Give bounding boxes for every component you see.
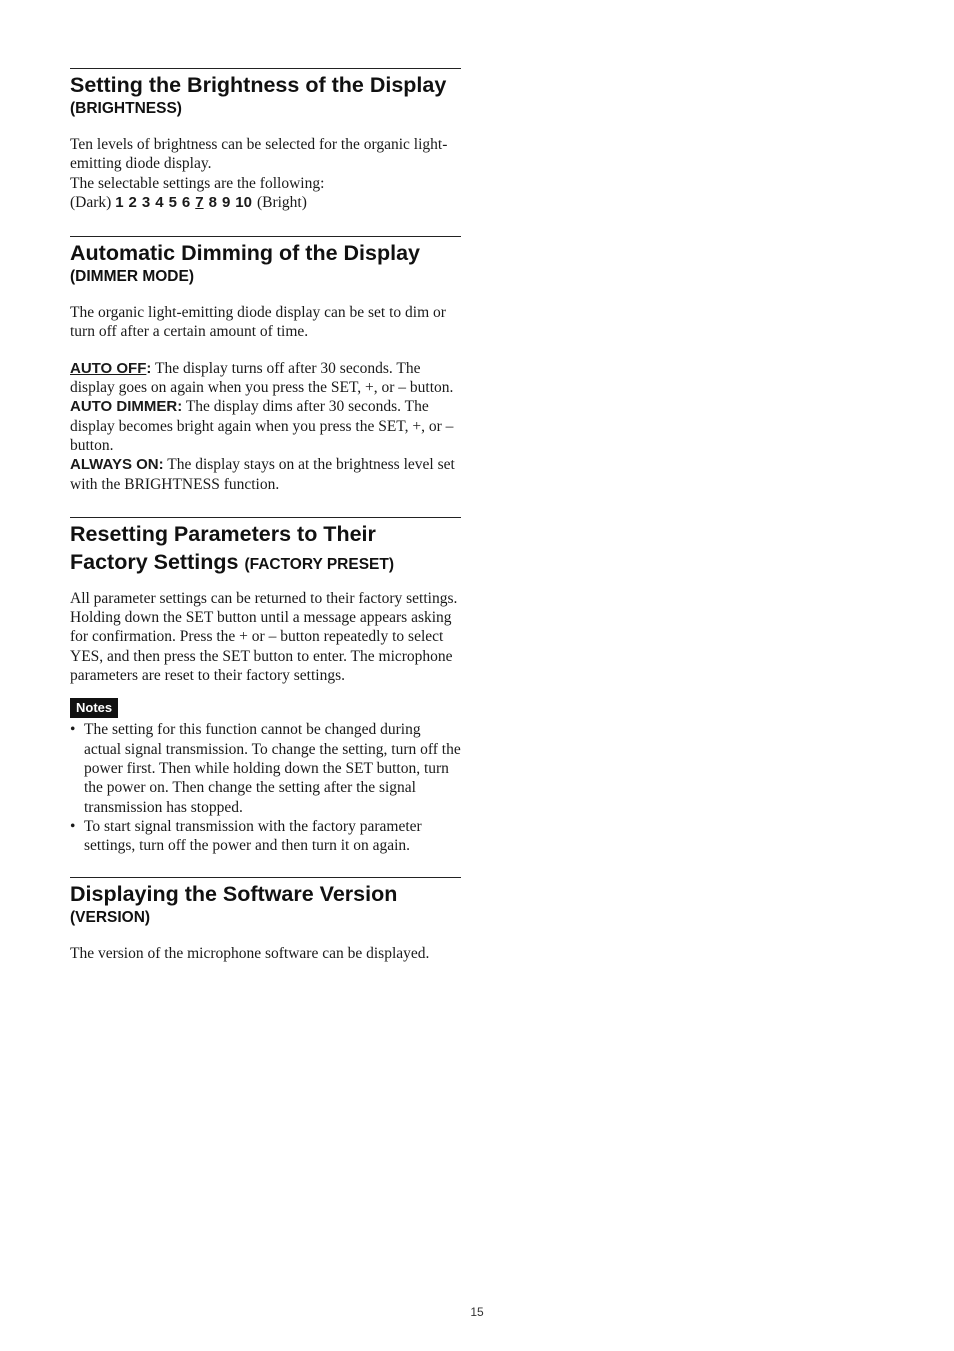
section-dimmer xyxy=(70,236,461,494)
dimmer-subheading: (DIMMER MODE) xyxy=(70,268,194,286)
bright-label: (Bright) xyxy=(256,193,307,211)
factory-heading-text: Factory Settings xyxy=(70,549,239,574)
note-item xyxy=(70,817,461,856)
option-auto-dimmer-text: The display dims after 30 seconds. The display becomes bright again when you press the SET, +, or – button. xyxy=(70,398,454,454)
brightness-level-3: 3 xyxy=(141,193,151,211)
content-column xyxy=(70,68,461,964)
factory-subheading: (FACTORY PRESET) xyxy=(244,555,395,573)
version-heading: Displaying the Software Version xyxy=(70,882,398,907)
note-text: The setting for this function cannot be changed during actual signal transmission. To change the setting, turn off the power first. Then while holding down the SET button, turn the power on. Then change the setting after the signal transmission has stopped. xyxy=(84,721,461,816)
page-number: 15 xyxy=(470,1305,484,1319)
version-body: The version of the microphone software can be displayed. xyxy=(70,945,430,963)
option-always-on-label: ALWAYS ON: xyxy=(70,456,164,474)
factory-heading-line-2 xyxy=(70,548,461,579)
note-item xyxy=(70,720,461,816)
brightness-body-2: The selectable settings are the following: xyxy=(70,174,325,192)
option-auto-dimmer-label: AUTO DIMMER: xyxy=(70,398,183,416)
option-auto-off-label: AUTO OFF xyxy=(70,359,147,377)
brightness-level-1: 1 xyxy=(115,193,124,211)
dark-label: (Dark) xyxy=(70,193,112,211)
brightness-level-2: 2 xyxy=(128,193,137,211)
section-version xyxy=(70,877,461,963)
brightness-level-9: 9 xyxy=(221,193,231,211)
factory-body-1: All parameter settings can be returned to their factory settings. xyxy=(70,589,458,607)
dimmer-body: The organic light-emitting diode display can be set to dim or turn off after a certain amount of time. xyxy=(70,304,446,341)
factory-body-2: Holding down the SET button until a message appears asking for confirmation. Press the + or – button repeatedly to select YES, and then press the SET button to enter. The microphone parameters are reset to their factory settings. xyxy=(70,609,453,685)
brightness-body-1: Ten levels of brightness can be selected for the organic light-emitting diode display. xyxy=(70,136,448,173)
level-list xyxy=(115,194,257,211)
note-text: To start signal transmission with the factory parameter settings, turn off the power and then turn it on again. xyxy=(84,817,422,855)
option-always-on xyxy=(70,455,461,494)
factory-heading-line-1: Resetting Parameters to Their xyxy=(70,521,376,546)
brightness-levels xyxy=(70,193,461,212)
brightness-level-8: 8 xyxy=(208,193,217,211)
version-subheading: (VERSION) xyxy=(70,909,151,927)
section-factory-preset xyxy=(70,517,461,856)
dimmer-heading: Automatic Dimming of the Display xyxy=(70,241,421,266)
bullet-icon: • xyxy=(70,817,76,835)
option-auto-off-text: The display turns off after 30 seconds. The display goes on again when you press the SET, +, or – button. xyxy=(70,359,454,397)
option-auto-off xyxy=(70,359,461,398)
option-auto-off-colon: : xyxy=(146,359,152,377)
brightness-level-10: 10 xyxy=(235,193,252,211)
notes-badge: Notes xyxy=(70,698,118,718)
option-auto-dimmer xyxy=(70,397,461,455)
brightness-level-5: 5 xyxy=(168,193,177,211)
brightness-heading: Setting the Brightness of the Display xyxy=(70,73,447,97)
brightness-level-4: 4 xyxy=(155,193,164,211)
brightness-level-7: 7 xyxy=(195,193,204,211)
brightness-subheading: (BRIGHTNESS) xyxy=(70,100,182,117)
bullet-icon: • xyxy=(70,721,76,739)
section-brightness xyxy=(70,68,461,212)
option-always-on-text: The display stays on at the brightness level set with the BRIGHTNESS function. xyxy=(70,456,455,493)
brightness-level-6: 6 xyxy=(181,193,191,211)
notes-list xyxy=(70,720,461,855)
